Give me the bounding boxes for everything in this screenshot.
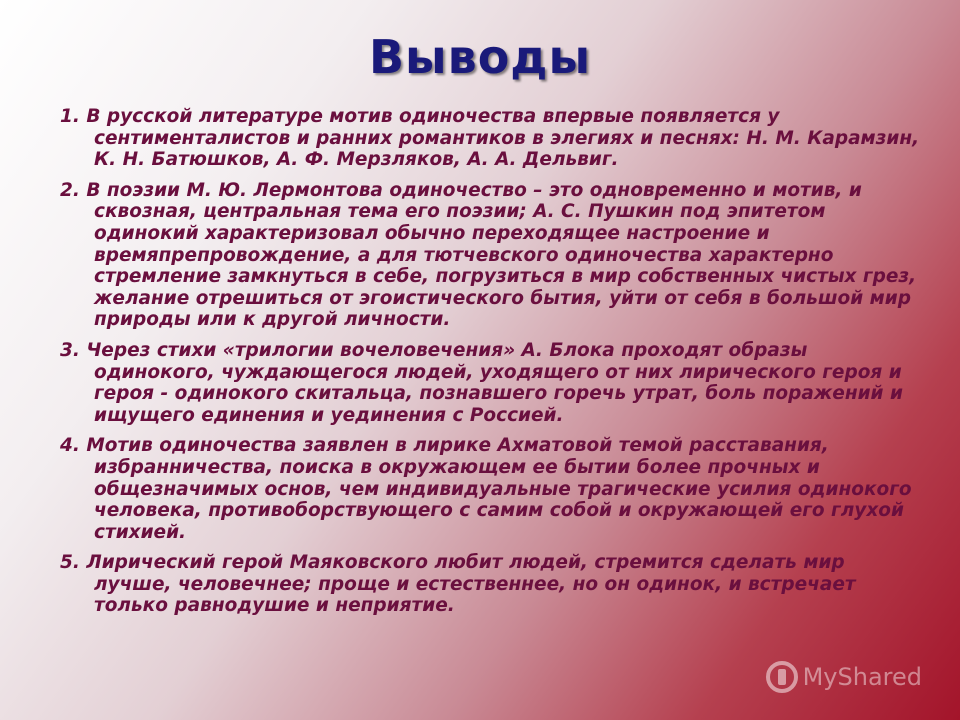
myshared-logo-icon — [765, 660, 799, 694]
conclusion-item: 4. Мотив одиночества заявлен в лирике Ахматовой темой расставания, избранничества, поиска в окружающем ее бытии более прочных и общезначимых основ, чем индивидуальные трагические усилия одинокого человека, противоборствующего с самим собой и окружающей его глухой стихией. — [60, 435, 912, 543]
conclusion-item: 1. В русской литературе мотив одиночества впервые появляется у сентименталистов и ранних романтиков в элегиях и песнях: Н. М. Карамзин, К. Н. Батюшков, А. Ф. Мерзляков, А. А. Дельвиг. — [60, 106, 920, 171]
conclusion-item: 2. В поэзии М. Ю. Лермонтова одиночество – это одновременно и мотив, и сквозная, центральная тема его поэзии; А. С. Пушкин под эпитетом одинокий характеризовал обычно переходящее настроение и времяпрепровождение, а для тютчевского одиночества характерно стремление замкнуться в себе, погрузиться в мир собственных чистых грез, желание отрешиться от эгоистического бытия, уйти от себя в большой мир природы или к другой личности. — [60, 179, 917, 331]
watermark — [765, 660, 922, 694]
watermark-text: MyShared — [802, 663, 922, 691]
slide-title: Выводы — [368, 30, 592, 84]
conclusion-item: 5. Лирический герой Маяковского любит людей, стремится сделать мир лучше, человечнее; проще и естественнее, но он одинок, и встречает только равнодушие и неприятие. — [60, 552, 856, 617]
conclusion-item: 3. Через стихи «трилогии вочеловечения» А. Блока проходят образы одинокого, чуждающегося людей, уходящего от них лирического героя и героя - одинокого скитальца, познавшего горечь утрат, боль поражений и ищущего единения и уединения с Россией. — [60, 339, 903, 426]
conclusions-list — [60, 106, 920, 626]
